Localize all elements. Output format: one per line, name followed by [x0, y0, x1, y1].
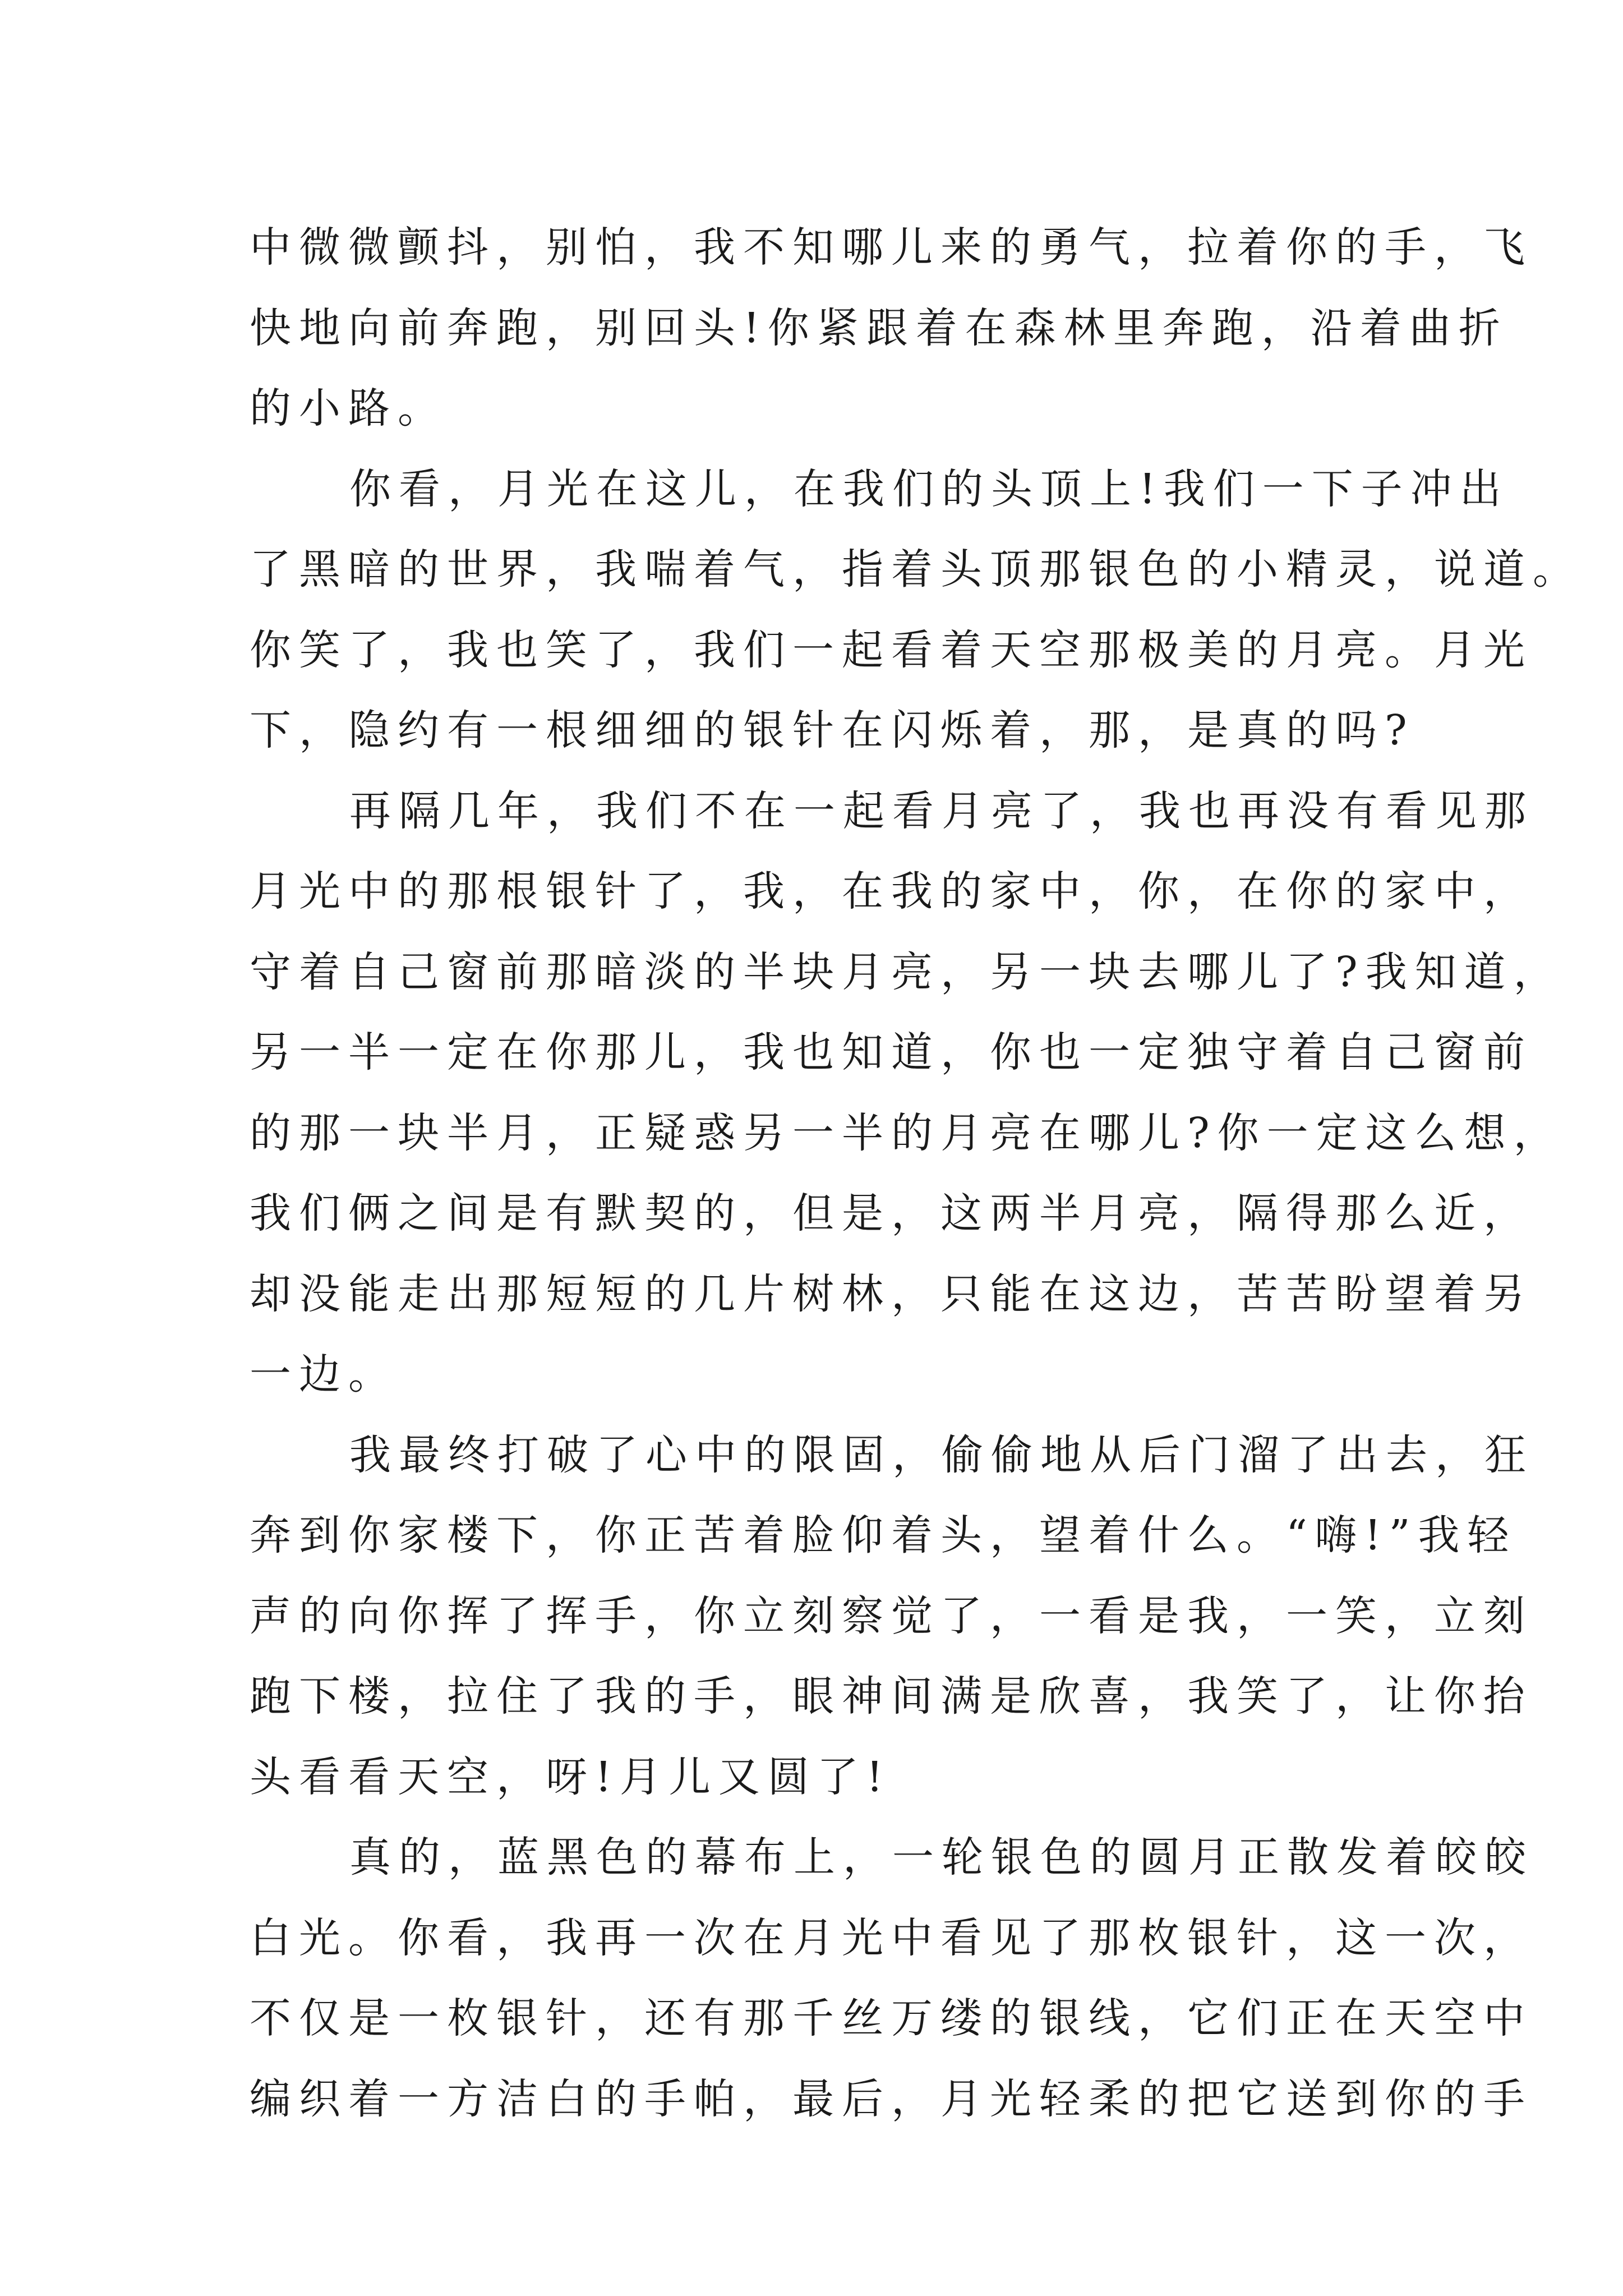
paragraph-first-line: 你看，月光在这儿，在我们的头顶上!我们一下子冲出 [349, 464, 1509, 513]
text-line: 守着自己窗前那暗淡的半块月亮，另一块去哪儿了?我知道， [250, 947, 1563, 996]
text-line: 头看看天空，呀!月儿又圆了! [250, 1752, 891, 1801]
text-line: 另一半一定在你那儿，我也知道，你也一定独守着自己窗前 [250, 1028, 1533, 1076]
text-line: 白光。你看，我再一次在月光中看见了那枚银针，这一次， [250, 1913, 1533, 1962]
text-line: 不仅是一枚银针，还有那千丝万缕的银线，它们正在天空中 [250, 1994, 1533, 2042]
text-line: 了黑暗的世界，我喘着气，指着头顶那银色的小精灵，说道。 [250, 545, 1582, 593]
text-line: 月光中的那根银针了，我，在我的家中，你，在你的家中， [250, 867, 1533, 915]
text-line: 的小路。 [250, 384, 447, 432]
paragraph-first-line: 真的，蓝黑色的幕布上，一轮银色的圆月正散发着皎皎 [349, 1833, 1534, 1881]
text-line: 跑下楼，拉住了我的手，眼神间满是欣喜，我笑了，让你抬 [250, 1672, 1533, 1720]
text-line: 声的向你挥了挥手，你立刻察觉了，一看是我，一笑，立刻 [250, 1591, 1533, 1640]
text-line: 编织着一方洁白的手帕，最后，月光轻柔的把它送到你的手 [250, 2074, 1533, 2123]
text-line: 我们俩之间是有默契的，但是，这两半月亮，隔得那么近， [250, 1189, 1533, 1237]
text-line: 下，隐约有一根细细的银针在闪烁着，那，是真的吗? [250, 706, 1415, 754]
text-line: 快地向前奔跑，别回头!你紧跟着在森林里奔跑，沿着曲折 [250, 303, 1508, 352]
text-line: 却没能走出那短短的几片树林，只能在这边，苦苦盼望着另 [250, 1269, 1533, 1318]
text-line: 奔到你家楼下，你正苦着脸仰着头，望着什么。“嗨!”我轻 [250, 1511, 1517, 1559]
text-line: 的那一块半月，正疑惑另一半的月亮在哪儿?你一定这么想， [250, 1108, 1563, 1157]
text-line: 一边。 [250, 1350, 398, 1398]
paragraph-first-line: 我最终打破了心中的限固，偷偷地从后门溜了出去，狂 [349, 1430, 1534, 1479]
text-line: 你笑了，我也笑了，我们一起看着天空那极美的月亮。月光 [250, 625, 1533, 674]
text-line: 中微微颤抖，别怕，我不知哪儿来的勇气，拉着你的手，飞 [250, 223, 1533, 272]
paragraph-first-line: 再隔几年，我们不在一起看月亮了，我也再没有看见那 [349, 786, 1534, 835]
document-body [250, 208, 1582, 2139]
